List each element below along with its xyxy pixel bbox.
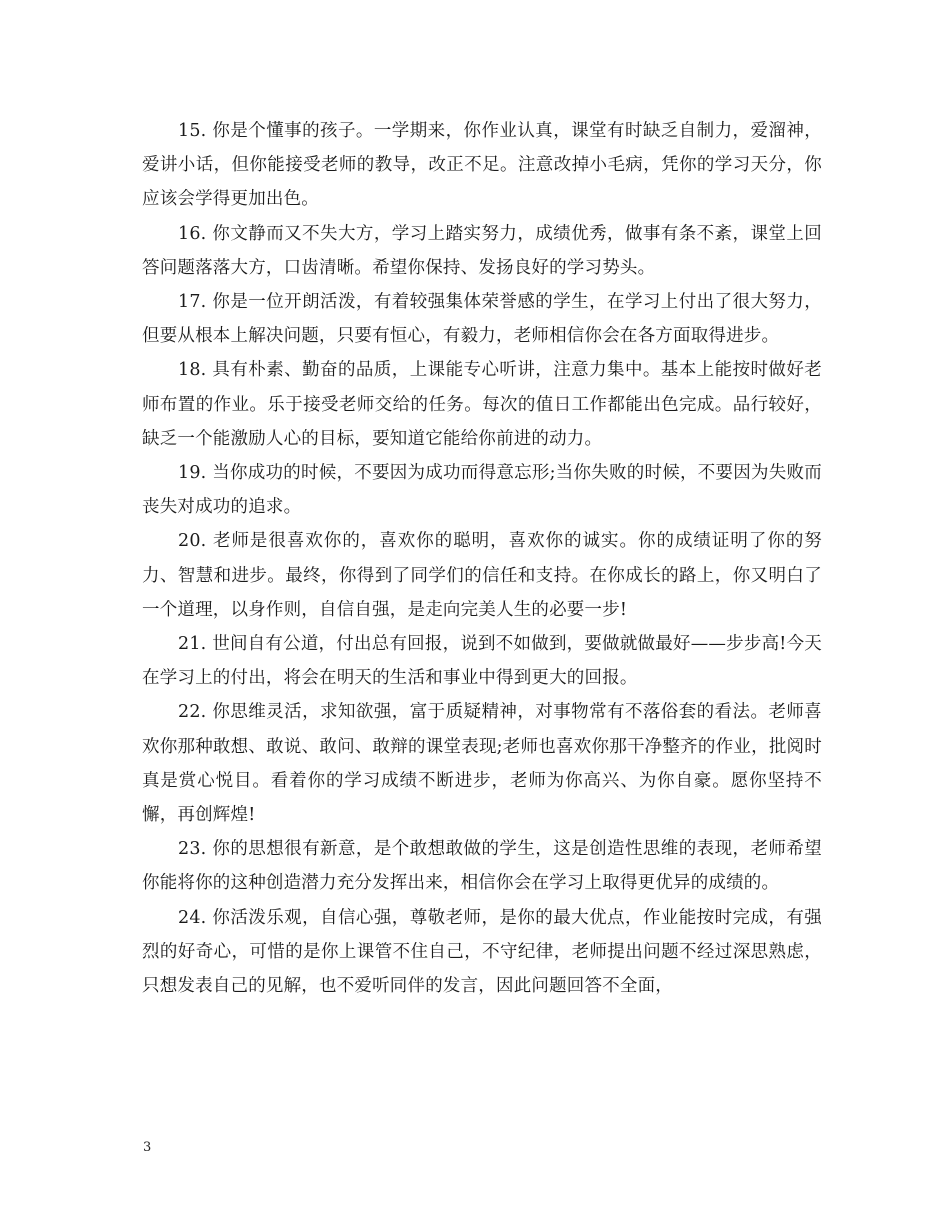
paragraph-16: 16. 你文静而又不失大方，学习上踏实努力，成绩优秀，做事有条不紊，课堂上回答问题落落大方，口齿清晰。希望你保持、发扬良好的学习势头。	[142, 223, 822, 278]
paragraph-17: 17. 你是一位开朗活泼，有着较强集体荣誉感的学生，在学习上付出了很大努力，但要从根本上解决问题，只要有恒心，有毅力，老师相信你会在各方面取得进步。	[142, 292, 822, 347]
paragraph-18: 18. 具有朴素、勤奋的品质，上课能专心听讲，注意力集中。基本上能按时做好老师布置的作业。乐于接受老师交给的任务。每次的值日工作都能出色完成。品行较好，缺乏一个能激励人心的目标，要知道它能给你前进的动力。	[142, 360, 822, 449]
paragraph-22: 22. 你思维灵活，求知欲强，富于质疑精神，对事物常有不落俗套的看法。老师喜欢你那种敢想、敢说、敢问、敢辩的课堂表现;老师也喜欢你那干净整齐的作业，批阅时真是赏心悦目。看着你的学习成绩不断进步，老师为你高兴、为你自豪。愿你坚持不懈，再创辉煌!	[142, 702, 822, 826]
document-body	[142, 114, 822, 1003]
paragraph-20: 20. 老师是很喜欢你的，喜欢你的聪明，喜欢你的诚实。你的成绩证明了你的努力、智慧和进步。最终，你得到了同学们的信任和支持。在你成长的路上，你又明白了一个道理，以身作则，自信自强，是走向完美人生的必要一步!	[142, 531, 822, 620]
paragraph-21: 21. 世间自有公道，付出总有回报，说到不如做到，要做就做最好——步步高!今天在学习上的付出，将会在明天的生活和事业中得到更大的回报。	[142, 634, 822, 689]
paragraph-23: 23. 你的思想很有新意，是个敢想敢做的学生，这是创造性思维的表现，老师希望你能将你的这种创造潜力充分发挥出来，相信你会在学习上取得更优异的成绩的。	[142, 839, 822, 894]
paragraph-15: 15. 你是个懂事的孩子。一学期来，你作业认真，课堂有时缺乏自制力，爱溜神，爱讲小话，但你能接受老师的教导，改正不足。注意改掉小毛病，凭你的学习天分，你应该会学得更加出色。	[142, 121, 822, 210]
paragraph-24: 24. 你活泼乐观，自信心强，尊敬老师，是你的最大优点，作业能按时完成，有强烈的好奇心，可惜的是你上课管不住自己，不守纪律，老师提出问题不经过深思熟虑，只想发表自己的见解，也不爱听同伴的发言，因此问题回答不全面，	[142, 907, 822, 997]
paragraph-19: 19. 当你成功的时候，不要因为成功而得意忘形;当你失败的时候，不要因为失败而丧失对成功的追求。	[142, 463, 822, 518]
page-number: 3	[143, 1140, 152, 1155]
